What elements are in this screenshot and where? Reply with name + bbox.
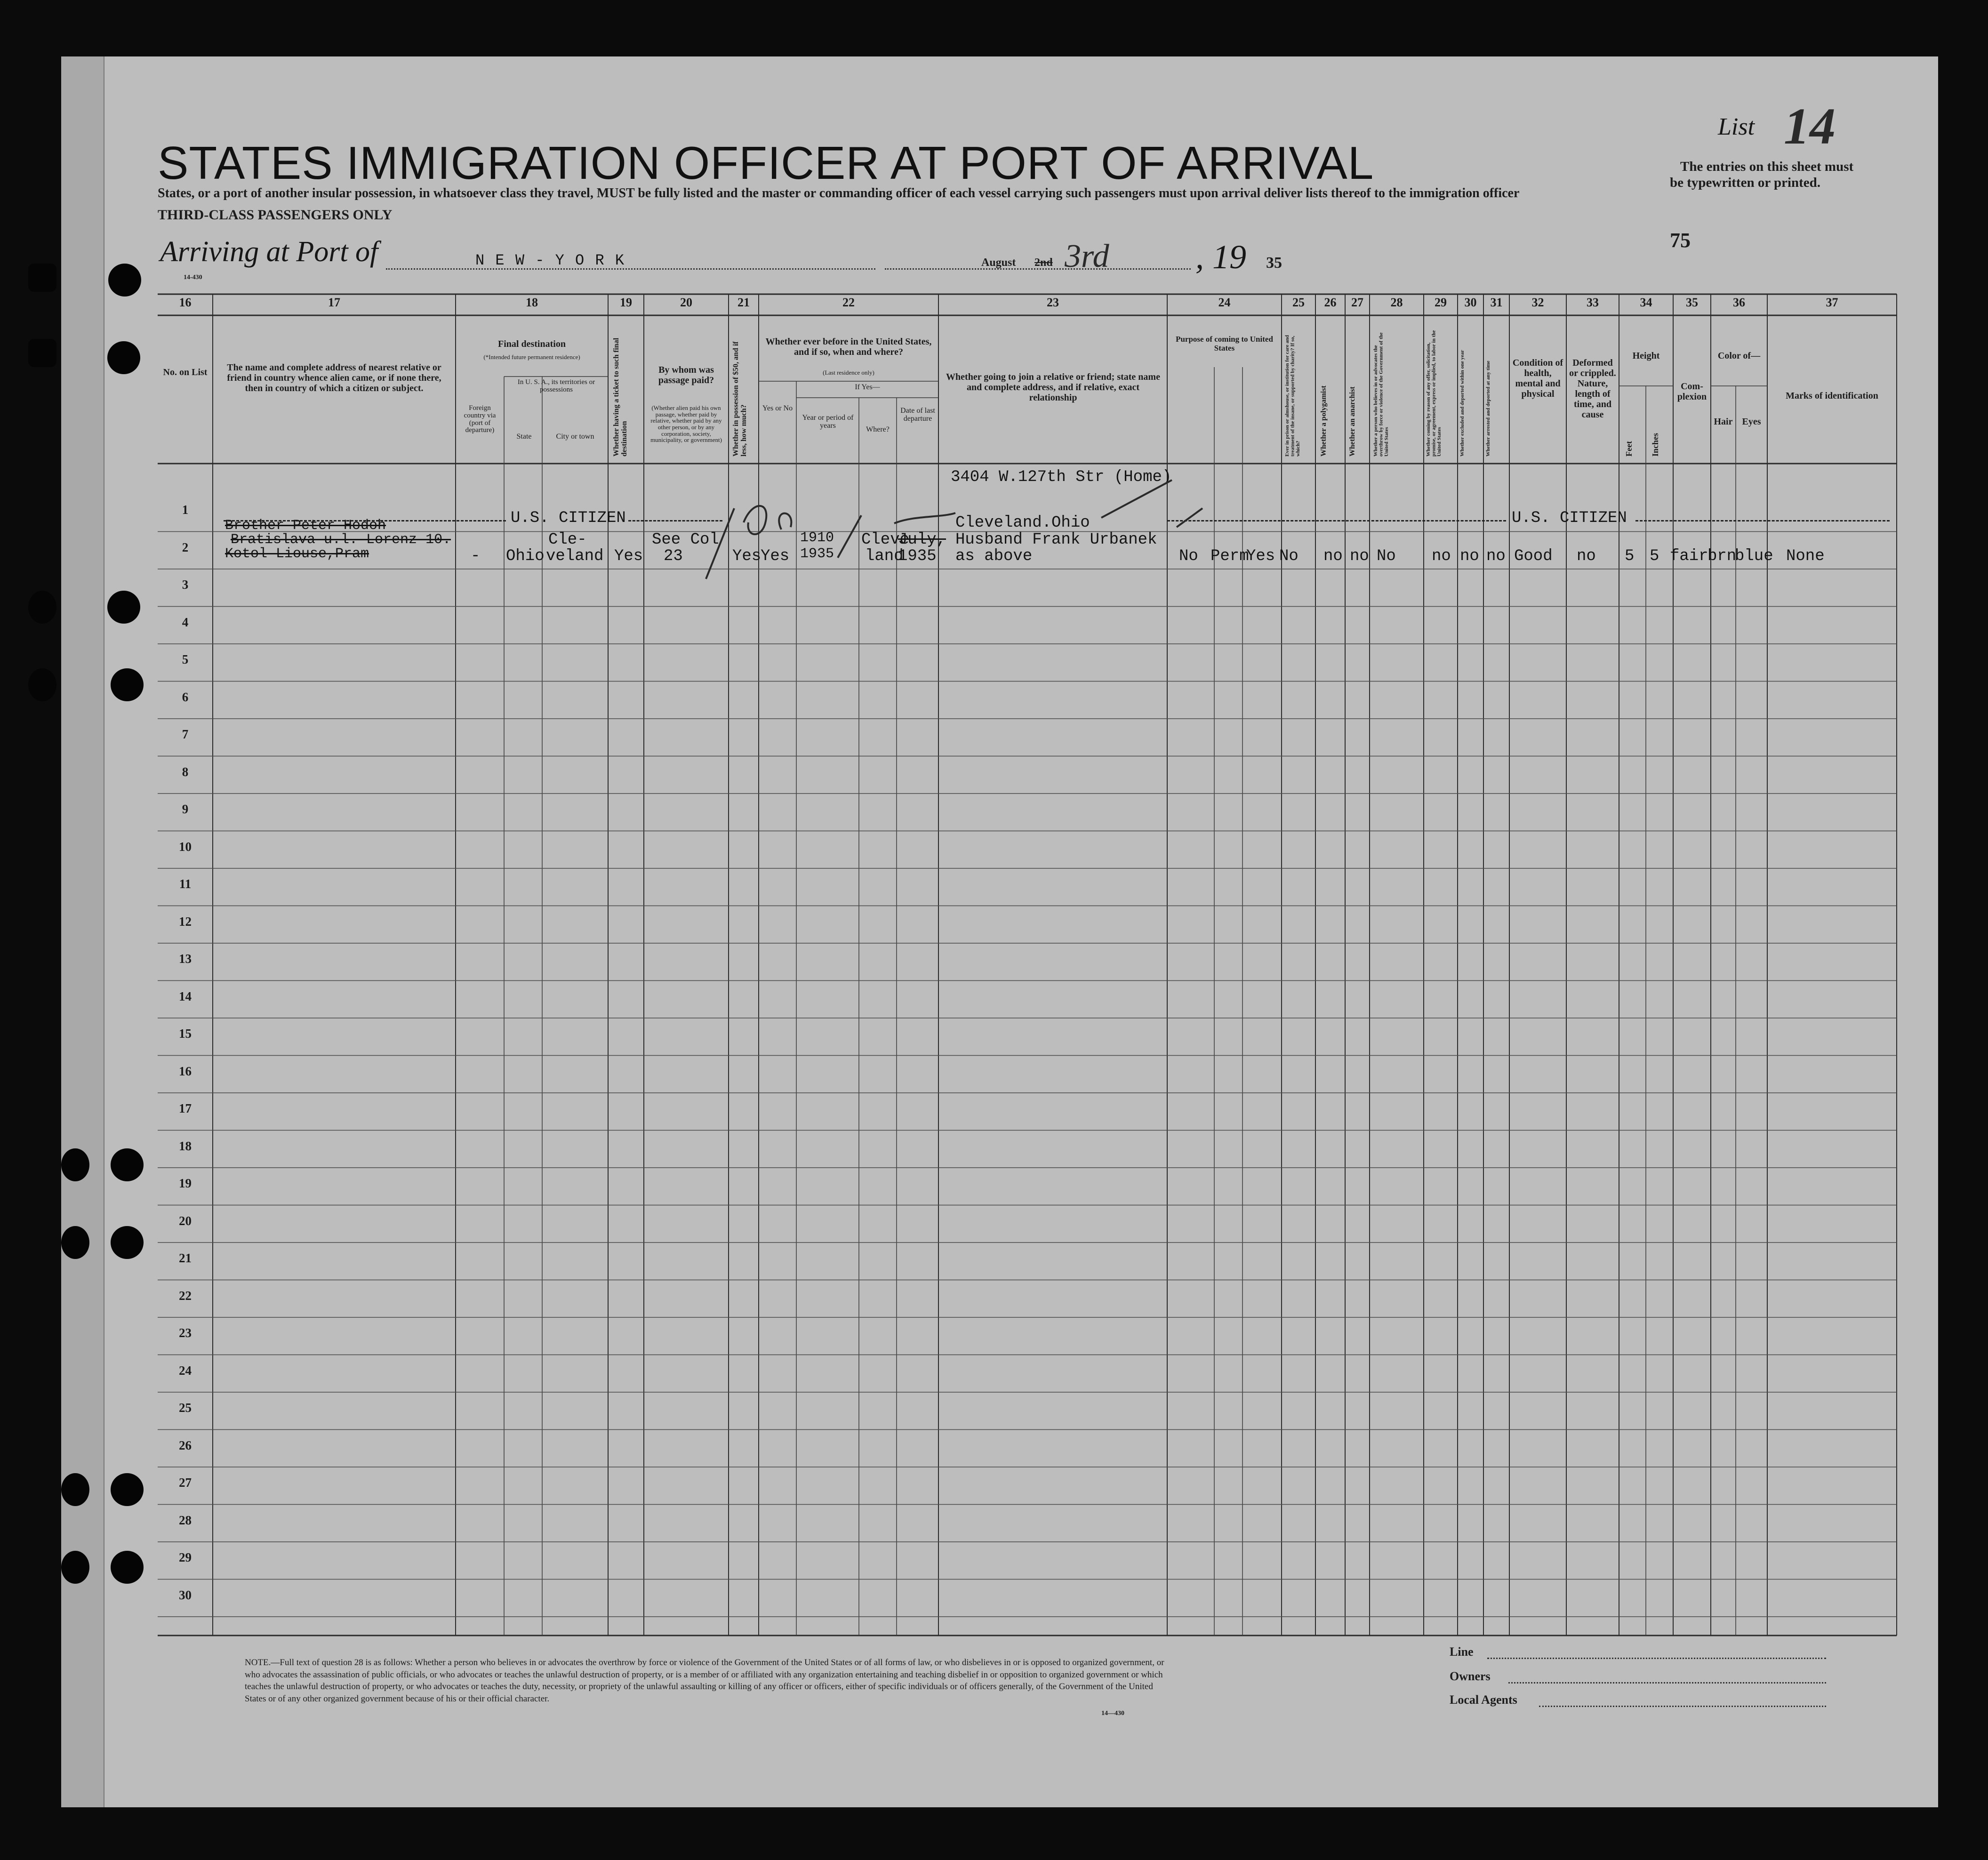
column-number: 27	[1351, 296, 1363, 309]
column-header: Whether ever before in the United States, and if so, when and where?	[765, 337, 932, 357]
column-header: Condition of health, mental and physical	[1512, 358, 1563, 399]
row-number: 17	[179, 1101, 192, 1115]
row-number: 16	[179, 1064, 192, 1078]
row-number: 6	[182, 689, 189, 704]
entry-prison: No	[1279, 547, 1299, 565]
column-number: 32	[1531, 296, 1544, 309]
column-subheader: Year or period of years	[802, 414, 854, 430]
entry-departure: 1935	[898, 547, 937, 565]
column-number: 35	[1686, 296, 1698, 309]
form-code: 14—430	[1101, 1710, 1124, 1717]
entry-years: 1935	[800, 546, 834, 562]
handwritten-checkmark	[706, 508, 734, 579]
row-number: 12	[179, 914, 192, 929]
column-subheader: Yes or No	[762, 404, 793, 412]
column-number: 36	[1733, 296, 1745, 309]
column-header: No. on List	[163, 367, 208, 377]
column-number: 29	[1435, 296, 1447, 309]
entry-years: 1910	[800, 530, 834, 546]
row-number: 20	[179, 1213, 192, 1228]
row-number: 24	[179, 1363, 192, 1378]
row-number: 8	[182, 764, 189, 779]
entry-purpose: Yes	[1246, 547, 1275, 565]
column-subheader: If Yes—	[855, 383, 880, 391]
column-number: 16	[179, 296, 192, 309]
arriving-label: Arriving at Port of	[160, 236, 378, 268]
column-header: Whether having a ticket to such final destination	[612, 337, 628, 457]
column-number: 19	[620, 296, 632, 309]
entry-where: Cleve	[861, 531, 910, 549]
entry-before: Yes	[761, 547, 790, 565]
column-number: 37	[1826, 296, 1838, 309]
column-subheader: (*Intended future permanent residence)	[483, 353, 580, 361]
column-subheader: State	[516, 433, 532, 441]
row-number: 19	[179, 1176, 192, 1190]
list-number: 14	[1784, 97, 1836, 155]
column-header: Marks of identification	[1786, 391, 1878, 401]
entry-health: Good	[1514, 547, 1553, 565]
row-number: 10	[179, 839, 192, 854]
column-number: 24	[1218, 296, 1231, 309]
entry-city: veland	[546, 547, 604, 565]
date-day: 3rd	[1065, 238, 1109, 274]
entry-feet: 5	[1625, 547, 1635, 565]
column-number: 22	[842, 296, 855, 309]
row-number: 5	[182, 652, 189, 666]
column-number: 31	[1490, 296, 1503, 309]
entry-marks: None	[1786, 547, 1825, 565]
column-number: 30	[1464, 296, 1477, 309]
entry-citizen-right: U.S. CITIZEN	[1512, 509, 1627, 527]
column-subheader: Foreign country via (port of departure)	[464, 404, 496, 434]
column-header: Ever in prison or almshouse, or institution for care and treatment of the insane, or supported by charity? If so, which?	[1284, 335, 1301, 457]
row-number: 25	[179, 1401, 192, 1415]
year-suffix: 35	[1266, 254, 1282, 272]
entry-deported: no	[1486, 547, 1506, 565]
page-title: STATES IMMIGRATION OFFICER AT PORT OF ARRIVAL	[158, 137, 1374, 189]
entry-eyes: blue	[1735, 547, 1773, 565]
column-number: 34	[1640, 296, 1652, 309]
row-number: 2	[182, 540, 189, 554]
entry-city: Cleveland.Ohio	[955, 514, 1090, 532]
form-code-top: 14-430	[184, 274, 202, 281]
row-number: 29	[179, 1550, 192, 1564]
entry-complexion: fair	[1670, 547, 1708, 565]
date-month: August	[981, 257, 1016, 269]
entry-labor: no	[1432, 547, 1451, 565]
row-number: 18	[179, 1138, 192, 1153]
entry-state: Ohio	[506, 547, 545, 565]
handwritten-checkmark	[894, 513, 955, 523]
column-header: Color of—	[1717, 351, 1761, 361]
column-number: 23	[1047, 296, 1059, 309]
page-stamp: 75	[1670, 229, 1691, 252]
row-number: 11	[179, 877, 192, 891]
column-subheader: City or town	[556, 433, 594, 441]
port-name: N E W - Y O R K	[475, 252, 625, 269]
entry-foreign: -	[471, 547, 481, 565]
entry-ticket: Yes	[614, 547, 643, 565]
column-header: Deformed or crippled. Nature, length of time, and cause	[1569, 358, 1616, 420]
entry-excluded: no	[1460, 547, 1479, 565]
column-subheader: In U. S. A., its territories or possessions	[517, 378, 595, 393]
handwritten-checkmark	[838, 515, 861, 558]
row-number: 4	[182, 615, 189, 629]
entry-passage: 23	[664, 547, 683, 565]
column-header: Purpose of coming to United States	[1176, 335, 1273, 353]
list-label: List	[1718, 113, 1755, 140]
entry-deformed: no	[1577, 547, 1596, 565]
entry-passage: See Col	[652, 531, 719, 549]
row-number: 26	[179, 1438, 192, 1452]
year-prefix: , 19	[1195, 238, 1246, 276]
entry-relative: Bratislava u.l. Lorenz 10.	[231, 532, 451, 548]
column-number: 28	[1390, 296, 1403, 309]
typewritten-note: be typewritten or printed.	[1670, 175, 1821, 190]
column-number: 17	[328, 296, 340, 309]
column-header: Whether in possession of $50, and if less, how much?	[732, 341, 748, 457]
entry-hair: brn	[1707, 547, 1737, 565]
column-header: Whether going to join a relative or friend; state name and complete address, and if relative, exact relationship	[946, 372, 1160, 403]
entry-where: land	[865, 547, 904, 565]
footer-note: NOTE.—Full text of question 28 is as follows: Whether a person who believes in or advocates the overthrow by force or violence of the Government of the United States or of all forms of law, or who disbelieves in or is opposed to organized government, or who advocates the assassination of public officials, or who advocates or teaches the unlawful destruction of property, or is a member of or affiliated with any organization entertaining and teaching disbelief in or opposition to organized government or which teaches the unlawful destruction of property, or who advocates or teaches the duty, necessity, or propriety of the unlawful assaulting or killing of any officer or officers, either of specific individuals or of officers generally, of the Government of the United States or of any other organized government because of his or their official character.	[245, 1658, 1164, 1704]
column-number: 25	[1292, 296, 1305, 309]
handwritten-checkmark	[1101, 480, 1172, 518]
row-number: 21	[179, 1251, 192, 1265]
handwritten-checkmark	[744, 506, 766, 534]
row-number: 1	[182, 503, 189, 517]
row-number: 14	[179, 989, 192, 1003]
entry-departure: July,	[898, 531, 946, 549]
handwritten-checkmark	[1177, 508, 1202, 527]
column-number: 33	[1587, 296, 1599, 309]
column-subheader: Feet	[1624, 441, 1634, 457]
row-number: 28	[179, 1513, 192, 1527]
entry-purpose: No	[1179, 547, 1198, 565]
agents-label: Local Agents	[1450, 1693, 1517, 1707]
column-header: Whether a person who believes in or advocates the overthrow by force or violence of the Government of the United States	[1373, 332, 1390, 457]
column-header: The name and complete address of nearest relative or friend in country whence alien came, or if none there, then in country of which a citizen or subject.	[227, 362, 441, 393]
header-subtitle: States, or a port of another insular possession, in whatsoever class they travel, MUST be fully listed and the master or commanding officer of each vessel carrying such passengers must upon arrival deliver lists thereof to the immigration officer	[158, 186, 1520, 200]
column-subheader: Where?	[866, 425, 890, 433]
row-number: 9	[182, 802, 189, 816]
entry-overthrow: No	[1377, 547, 1396, 565]
column-header: Whether a polygamist	[1320, 385, 1328, 457]
column-subheader: (Whether alien paid his own passage, whether paid by relative, whether paid by any other person, or by any corporation, society, municipality, or government)	[650, 404, 722, 444]
column-header: Whether coming by reason of any offer, solicitation, promise, or agreement, express or implied, to labor in the United States	[1426, 330, 1443, 457]
row-number: 23	[179, 1326, 192, 1340]
typewritten-note: The entries on this sheet must	[1680, 159, 1854, 174]
handwritten-checkmark	[779, 513, 791, 529]
entry-city: Cle-	[548, 531, 587, 549]
owners-field	[1508, 1682, 1826, 1684]
line-field	[1487, 1658, 1826, 1659]
agents-field	[1539, 1706, 1826, 1707]
entry-anarchist: no	[1350, 547, 1369, 565]
class-line: THIRD-CLASS PASSENGERS ONLY	[158, 207, 393, 223]
column-number: 20	[680, 296, 692, 309]
column-subheader: Date of last departure	[900, 407, 935, 423]
column-header: By whom was passage paid?	[658, 365, 714, 385]
entry-join: Husband Frank Urbanek	[955, 531, 1157, 549]
owners-label: Owners	[1450, 1669, 1491, 1683]
row-number: 13	[179, 952, 192, 966]
row-number: 30	[179, 1587, 192, 1602]
column-header: Final destination	[498, 339, 566, 349]
entry-polygamist: no	[1323, 547, 1343, 565]
column-subheader: Inches	[1651, 433, 1660, 457]
column-subheader: (Last residence only)	[823, 369, 874, 376]
entry-purpose: Perm	[1210, 547, 1249, 565]
column-header: Whether an anarchist	[1348, 386, 1356, 457]
row-number: 7	[182, 727, 189, 741]
column-number: 18	[526, 296, 538, 309]
column-number: 26	[1324, 296, 1337, 309]
row-number: 27	[179, 1475, 192, 1490]
entry-money: Yes	[732, 547, 762, 565]
date-struck: 2nd	[1034, 257, 1053, 269]
column-header: Com-plexion	[1677, 381, 1707, 402]
line-label: Line	[1450, 1645, 1474, 1659]
entry-relative: Kotol-Liouse,Pram	[225, 546, 369, 562]
row-number: 22	[179, 1288, 192, 1303]
column-header: Whether arrested and deported at any time	[1485, 361, 1491, 457]
column-subheader: Eyes	[1742, 417, 1761, 427]
entry-home-address: 3404 W.127th Str (Home)	[951, 468, 1172, 486]
column-subheader: Hair	[1714, 417, 1733, 427]
column-header: Height	[1632, 351, 1660, 361]
column-header: Whether excluded and deported within one year	[1459, 350, 1465, 457]
entry-relative: Brother Peter Hodoh	[225, 518, 386, 534]
row-number: 3	[182, 577, 189, 592]
column-number: 21	[737, 296, 750, 309]
entry-citizen-left: U.S. CITIZEN	[511, 509, 626, 527]
row-number: 15	[179, 1026, 192, 1041]
entry-join: as above	[955, 547, 1033, 565]
entry-inches: 5	[1650, 547, 1659, 565]
